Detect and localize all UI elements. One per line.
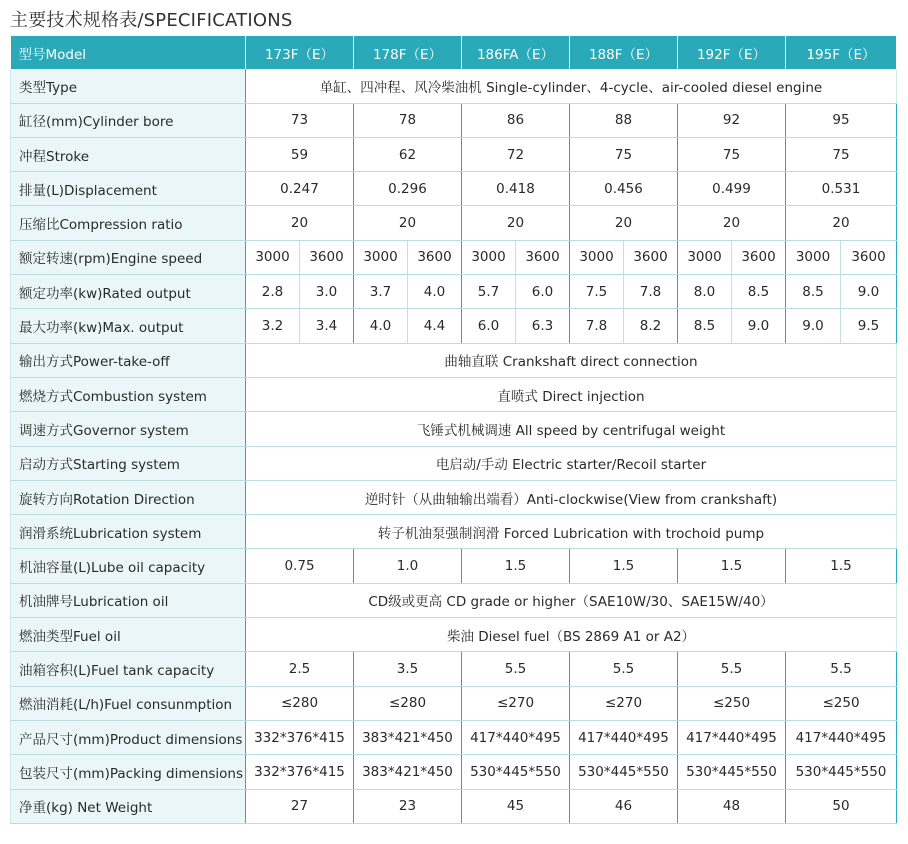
- table-row: [11, 515, 897, 549]
- spec-value: 6.0: [462, 309, 516, 343]
- spec-value: 78: [354, 103, 462, 137]
- spec-value: ≤250: [786, 686, 897, 720]
- spec-value: 5.5: [462, 652, 570, 686]
- spec-value: ≤270: [570, 686, 678, 720]
- spec-value: 332*376*415: [246, 720, 354, 754]
- spec-value: 46: [570, 789, 678, 823]
- row-label: 缸径(mm)Cylinder bore: [11, 103, 246, 137]
- table-row: [11, 412, 897, 446]
- spec-value: 8.2: [624, 309, 678, 343]
- spec-value-merged: 转子机油泵强制润滑 Forced Lubrication with trochoid pump: [246, 515, 897, 549]
- spec-value: 1.5: [786, 549, 897, 583]
- spec-value: ≤280: [246, 686, 354, 720]
- table-row: [11, 789, 897, 823]
- spec-value: 45: [462, 789, 570, 823]
- spec-value: ≤270: [462, 686, 570, 720]
- spec-value: 3000: [246, 240, 300, 274]
- table-row: [11, 309, 897, 343]
- table-row: [11, 755, 897, 789]
- spec-value: 48: [678, 789, 786, 823]
- spec-value: ≤280: [354, 686, 462, 720]
- spec-value: ≤250: [678, 686, 786, 720]
- spec-value: 3600: [732, 240, 786, 274]
- row-label: 净重(kg) Net Weight: [11, 789, 246, 823]
- spec-value: 3.2: [246, 309, 300, 343]
- row-label: 启动方式Starting system: [11, 446, 246, 480]
- spec-value-merged: CD级或更高 CD grade or higher（SAE10W/30、SAE15W/40）: [246, 583, 897, 617]
- spec-value: 3000: [462, 240, 516, 274]
- spec-value: 3600: [624, 240, 678, 274]
- table-row: [11, 103, 897, 137]
- spec-value: 20: [786, 206, 897, 240]
- spec-value: 530*445*550: [462, 755, 570, 789]
- spec-value: 0.247: [246, 172, 354, 206]
- spec-value: 88: [570, 103, 678, 137]
- spec-value: 75: [786, 137, 897, 171]
- row-label: 产品尺寸(mm)Product dimensions: [11, 720, 246, 754]
- spec-value-merged: 曲轴直联 Crankshaft direct connection: [246, 343, 897, 377]
- spec-value: 59: [246, 137, 354, 171]
- table-row: [11, 240, 897, 274]
- spec-value: 4.0: [408, 275, 462, 309]
- table-row: [11, 583, 897, 617]
- spec-value: 95: [786, 103, 897, 137]
- spec-value: 3000: [678, 240, 732, 274]
- spec-value: 5.5: [786, 652, 897, 686]
- spec-value: 3600: [841, 240, 897, 274]
- spec-value: 9.0: [786, 309, 841, 343]
- spec-value-merged: 电启动/手动 Electric starter/Recoil starter: [246, 446, 897, 480]
- header-model: 173F（E）: [246, 36, 354, 69]
- spec-value: 8.5: [786, 275, 841, 309]
- spec-value: 1.5: [678, 549, 786, 583]
- row-label: 压缩比Compression ratio: [11, 206, 246, 240]
- spec-value: 8.5: [678, 309, 732, 343]
- spec-value: 3600: [300, 240, 354, 274]
- spec-value: 383*421*450: [354, 755, 462, 789]
- row-label: 燃油类型Fuel oil: [11, 618, 246, 652]
- spec-value: 3600: [516, 240, 570, 274]
- spec-value: 50: [786, 789, 897, 823]
- spec-value: 530*445*550: [678, 755, 786, 789]
- header-model: 178F（E）: [354, 36, 462, 69]
- row-label: 额定功率(kw)Rated output: [11, 275, 246, 309]
- spec-value: 5.5: [570, 652, 678, 686]
- spec-value: 8.0: [678, 275, 732, 309]
- spec-value: 20: [570, 206, 678, 240]
- header-model: 188F（E）: [570, 36, 678, 69]
- row-label: 燃烧方式Combustion system: [11, 377, 246, 411]
- spec-value: 0.499: [678, 172, 786, 206]
- spec-value: 20: [246, 206, 354, 240]
- spec-value: 20: [354, 206, 462, 240]
- spec-value: 1.0: [354, 549, 462, 583]
- table-row: [11, 377, 897, 411]
- spec-value: 417*440*495: [570, 720, 678, 754]
- row-label: 排量(L)Displacement: [11, 172, 246, 206]
- spec-value: 332*376*415: [246, 755, 354, 789]
- specifications-table: [10, 36, 897, 824]
- spec-value: 4.4: [408, 309, 462, 343]
- spec-value: 3.5: [354, 652, 462, 686]
- spec-value: 0.418: [462, 172, 570, 206]
- spec-value: 2.5: [246, 652, 354, 686]
- spec-value: 92: [678, 103, 786, 137]
- spec-value: 86: [462, 103, 570, 137]
- spec-value-merged: 直喷式 Direct injection: [246, 377, 897, 411]
- row-label: 调速方式Governor system: [11, 412, 246, 446]
- spec-value: 23: [354, 789, 462, 823]
- spec-value-merged: 柴油 Diesel fuel（BS 2869 A1 or A2）: [246, 618, 897, 652]
- spec-value: 2.8: [246, 275, 300, 309]
- table-row: [11, 549, 897, 583]
- table-row: [11, 652, 897, 686]
- table-row: [11, 275, 897, 309]
- spec-value: 72: [462, 137, 570, 171]
- spec-value: 3.7: [354, 275, 408, 309]
- spec-value-merged: 单缸、四冲程、风冷柴油机 Single-cylinder、4-cycle、air-cooled diesel engine: [246, 69, 897, 103]
- table-row: [11, 480, 897, 514]
- spec-value: 0.296: [354, 172, 462, 206]
- table-row: [11, 686, 897, 720]
- spec-value: 20: [678, 206, 786, 240]
- table-row: [11, 137, 897, 171]
- spec-value: 3000: [354, 240, 408, 274]
- spec-value: 0.75: [246, 549, 354, 583]
- spec-value: 3.4: [300, 309, 354, 343]
- row-label: 最大功率(kw)Max. output: [11, 309, 246, 343]
- spec-value: 417*440*495: [462, 720, 570, 754]
- row-label: 输出方式Power-take-off: [11, 343, 246, 377]
- row-label: 冲程Stroke: [11, 137, 246, 171]
- spec-value: 9.0: [841, 275, 897, 309]
- table-row: [11, 446, 897, 480]
- spec-value-merged: 飞锤式机械调速 All speed by centrifugal weight: [246, 412, 897, 446]
- spec-value: 1.5: [462, 549, 570, 583]
- spec-value: 4.0: [354, 309, 408, 343]
- spec-value: 5.5: [678, 652, 786, 686]
- row-label: 机油牌号Lubrication oil: [11, 583, 246, 617]
- table-row: [11, 206, 897, 240]
- row-label: 燃油消耗(L/h)Fuel consunmption: [11, 686, 246, 720]
- row-label: 润滑系统Lubrication system: [11, 515, 246, 549]
- spec-value: 0.531: [786, 172, 897, 206]
- spec-value: 3600: [408, 240, 462, 274]
- table-row: [11, 720, 897, 754]
- spec-value: 530*445*550: [786, 755, 897, 789]
- spec-value: 6.0: [516, 275, 570, 309]
- spec-value: 0.456: [570, 172, 678, 206]
- header-row: [11, 36, 897, 69]
- row-label: 旋转方向Rotation Direction: [11, 480, 246, 514]
- table-row: [11, 69, 897, 103]
- spec-value-merged: 逆时针（从曲轴输出端看）Anti-clockwise(View from crankshaft): [246, 480, 897, 514]
- spec-value: 7.8: [570, 309, 624, 343]
- spec-value: 3000: [570, 240, 624, 274]
- header-model: 186FA（E）: [462, 36, 570, 69]
- spec-value: 73: [246, 103, 354, 137]
- spec-value: 417*440*495: [786, 720, 897, 754]
- spec-value: 20: [462, 206, 570, 240]
- row-label: 油箱容积(L)Fuel tank capacity: [11, 652, 246, 686]
- spec-value: 383*421*450: [354, 720, 462, 754]
- spec-value: 6.3: [516, 309, 570, 343]
- spec-value: 3.0: [300, 275, 354, 309]
- table-row: [11, 343, 897, 377]
- spec-value: 5.7: [462, 275, 516, 309]
- table-row: [11, 618, 897, 652]
- header-model: 192F（E）: [678, 36, 786, 69]
- spec-value: 7.5: [570, 275, 624, 309]
- spec-value: 417*440*495: [678, 720, 786, 754]
- row-label: 包装尺寸(mm)Packing dimensions: [11, 755, 246, 789]
- spec-value: 27: [246, 789, 354, 823]
- row-label: 机油容量(L)Lube oil capacity: [11, 549, 246, 583]
- spec-value: 75: [678, 137, 786, 171]
- spec-value: 8.5: [732, 275, 786, 309]
- spec-value: 9.0: [732, 309, 786, 343]
- row-label: 类型Type: [11, 69, 246, 103]
- spec-value: 75: [570, 137, 678, 171]
- spec-value: 3000: [786, 240, 841, 274]
- spec-value: 9.5: [841, 309, 897, 343]
- spec-value: 1.5: [570, 549, 678, 583]
- table-row: [11, 172, 897, 206]
- spec-value: 530*445*550: [570, 755, 678, 789]
- header-model: 195F（E）: [786, 36, 897, 69]
- spec-value: 7.8: [624, 275, 678, 309]
- spec-value: 62: [354, 137, 462, 171]
- page-title: 主要技术规格表/SPECIFICATIONS: [10, 10, 293, 31]
- header-model-label: 型号Model: [11, 36, 246, 69]
- row-label: 额定转速(rpm)Engine speed: [11, 240, 246, 274]
